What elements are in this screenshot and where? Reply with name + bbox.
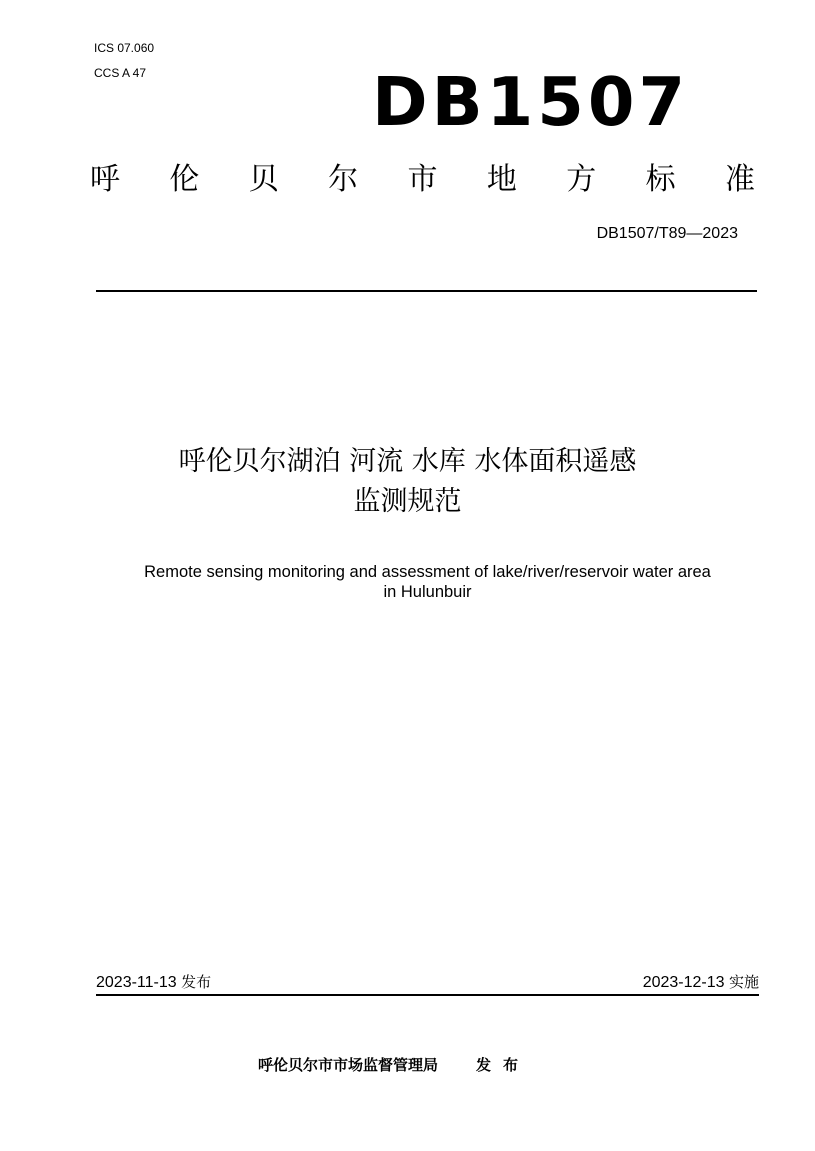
implementation-date bbox=[643, 972, 759, 993]
standard-type-char: 尔 bbox=[328, 162, 359, 197]
implementation-date-value: 2023-12-13 bbox=[642, 974, 725, 991]
chinese-title-line: 呼伦贝尔湖泊 河流 水库 水体面积遥感 bbox=[178, 446, 637, 477]
standard-type-char: 准 bbox=[725, 162, 755, 197]
issuing-authority bbox=[258, 1055, 530, 1075]
standard-number: DB1507/T89—2023 bbox=[596, 225, 738, 242]
standard-type-heading bbox=[90, 160, 755, 200]
english-title-line: in Hulunbuir bbox=[383, 583, 472, 601]
standard-type-char: 市 bbox=[407, 162, 438, 197]
issue-date-label: 发布 bbox=[181, 973, 212, 991]
ics-code: ICS 07.060 bbox=[94, 41, 155, 55]
issue-date bbox=[96, 972, 211, 993]
chinese-title-line: 监测规范 bbox=[353, 486, 462, 517]
header-divider bbox=[96, 290, 757, 292]
footer-divider bbox=[96, 994, 759, 996]
standard-type-char: 方 bbox=[566, 162, 597, 197]
ccs-code: CCS A 47 bbox=[94, 66, 147, 80]
standard-type-char: 呼 bbox=[90, 162, 120, 197]
chinese-title bbox=[60, 444, 755, 524]
publish-label: 发布 bbox=[476, 1056, 531, 1074]
standard-type-char: 贝 bbox=[248, 162, 279, 197]
standard-code-logo: DB1507 bbox=[372, 63, 690, 141]
implementation-date-label: 实施 bbox=[728, 973, 759, 991]
standard-type-char: 伦 bbox=[169, 162, 200, 197]
standard-type-char: 地 bbox=[486, 162, 517, 197]
issue-date-value: 2023-11-13 bbox=[96, 974, 177, 991]
issuer-name: 呼伦贝尔市市场监督管理局 bbox=[258, 1056, 439, 1074]
english-title bbox=[60, 562, 795, 602]
standard-type-char: 标 bbox=[645, 162, 676, 197]
english-title-line: Remote sensing monitoring and assessment of lake/river/reservoir water area bbox=[144, 563, 711, 581]
